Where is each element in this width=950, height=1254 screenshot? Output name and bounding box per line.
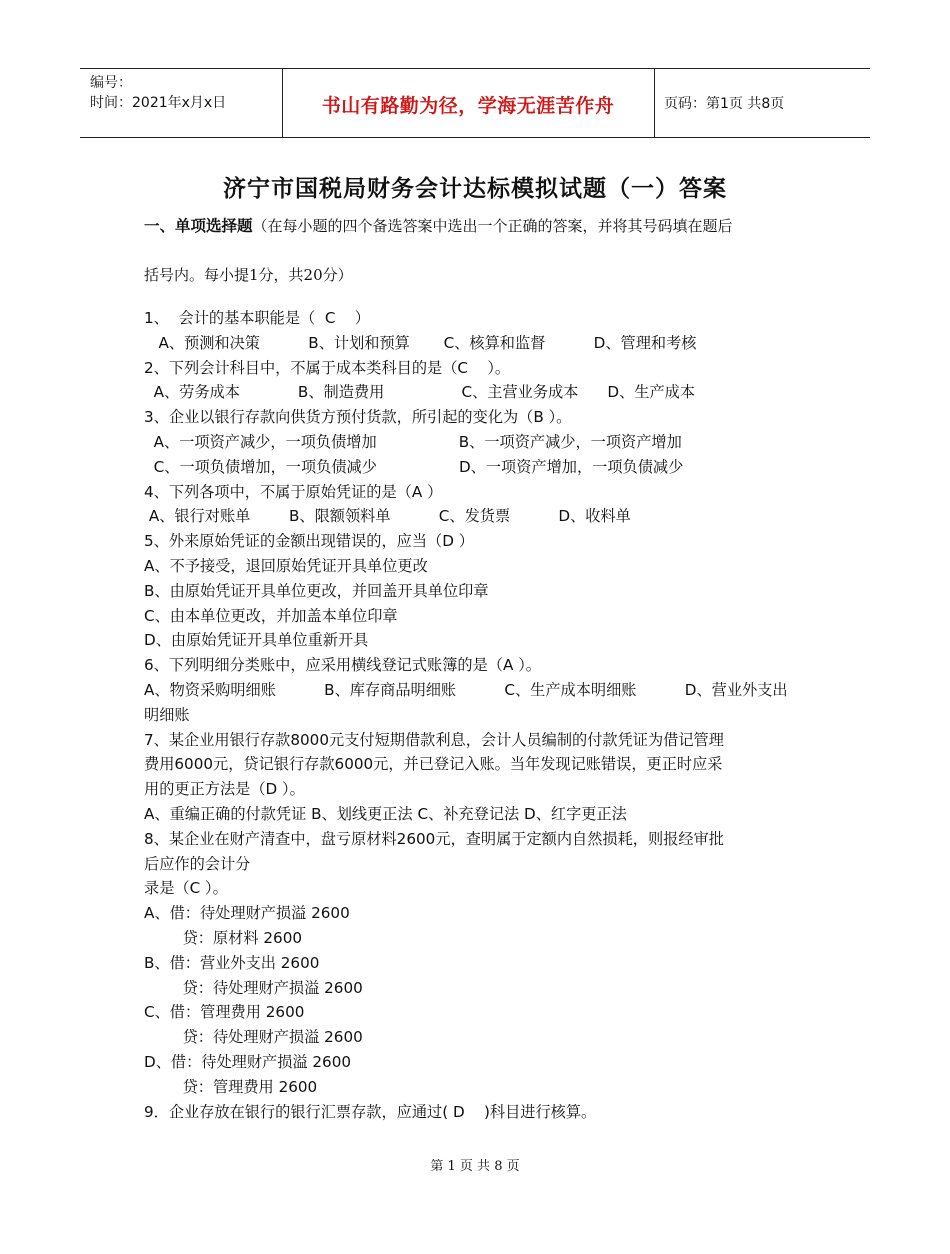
code-label: 编号： (90, 75, 132, 91)
question-line: 后应作的会计分 (144, 854, 251, 873)
question-line: A、银行对账单 B、限额领料单 C、发货票 D、收料单 (144, 507, 631, 526)
question-line: 明细账 (144, 705, 190, 724)
question-line: A、不予接受，退回原始凭证开具单位更改 (144, 556, 428, 575)
section-instruction: （在每小题的四个备选答案中选出一个正确的答案，并将其号码填在题后 (252, 217, 733, 235)
question-line: C、一项负债增加，一项负债减少 D、一项资产增加，一项负债减少 (144, 457, 684, 476)
question-line: 7、某企业用银行存款8000元支付短期借款利息，会计人员编制的付款凭证为借记管理 (144, 730, 724, 749)
question-line: 用的更正方法是（D ）。 (144, 780, 305, 799)
question-line: 2、下列会计科目中，不属于成本类科目的是（C ）。 (144, 358, 511, 377)
page-header (80, 68, 870, 138)
header-meta (90, 73, 226, 113)
question-line: C、借：管理费用 2600 (144, 1003, 305, 1022)
question-line: 贷：管理费用 2600 (144, 1077, 318, 1096)
question-line: 6、下列明细分类账中，应采用横线登记式账簿的是（A ）。 (144, 656, 541, 675)
question-line: 4、下列各项中，不属于原始凭证的是（A ） (144, 482, 443, 501)
question-line: B、借：营业外支出 2600 (144, 953, 320, 972)
question-line: A、借：待处理财产损溢 2600 (144, 904, 350, 923)
question-line: 9．企业存放在银行的银行汇票存款，应通过( D )科目进行核算。 (144, 1102, 597, 1121)
question-line: 贷：待处理财产损溢 2600 (144, 1028, 363, 1047)
page-footer: 第 1 页 共 8 页 (430, 1159, 520, 1174)
question-line: A、重编正确的付款凭证 B、划线更正法 C、补充登记法 D、红字更正法 (144, 804, 627, 823)
question-line: A、劳务成本 B、制造费用 C、主营业务成本 D、生产成本 (144, 383, 696, 402)
question-line: 录是（C ）。 (144, 879, 228, 898)
question-line: 3、企业以银行存款向供货方预付货款，所引起的变化为（B ）。 (144, 408, 572, 427)
question-line: 费用6000元，贷记银行存款6000元，并已登记入账。当年发现记账错误，更正时应采 (144, 755, 723, 774)
section-instruction-continued: 括号内。每小提1分，共20分） (144, 266, 353, 284)
question-line: 贷：待处理财产损溢 2600 (144, 978, 363, 997)
question-line: C、由本单位更改，并加盖本单位印章 (144, 606, 398, 625)
question-line: A、一项资产减少，一项负债增加 B、一项资产减少，一项资产增加 (144, 432, 682, 451)
question-line: 5、外来原始凭证的金额出现错误的，应当（D ） (144, 532, 474, 551)
document-title: 济宁市国税局财务会计达标模拟试题（一）答案 (223, 176, 727, 202)
section-heading-line (144, 214, 814, 238)
question-line: A、预测和决策 B、计划和预算 C、核算和监督 D、管理和考核 (144, 333, 697, 352)
question-line: 1、 会计的基本职能是（ C ） (144, 309, 370, 327)
header-divider (654, 69, 655, 137)
question-list (144, 306, 819, 1124)
question-line: 8、某企业在财产清查中，盘亏原材料2600元，查明属于定额内自然损耗，则报经审批 (144, 829, 724, 848)
question-line: A、物资采购明细账 B、库存商品明细账 C、生产成本明细账 D、营业外支出 (144, 680, 788, 699)
time-label: 时间：2021年x月x日 (90, 95, 227, 111)
section-heading: 一、单项选择题 (144, 217, 253, 235)
question-line: B、由原始凭证开具单位更改，并回盖开具单位印章 (144, 581, 489, 600)
question-line: 贷：原材料 2600 (144, 928, 303, 947)
question-line: D、由原始凭证开具单位重新开具 (144, 631, 369, 650)
header-page-number: 页码：第1页 共8页 (664, 96, 785, 112)
question-line: D、借：待处理财产损溢 2600 (144, 1052, 352, 1071)
header-motto: 书山有路勤为径，学海无涯苦作舟 (321, 95, 615, 117)
